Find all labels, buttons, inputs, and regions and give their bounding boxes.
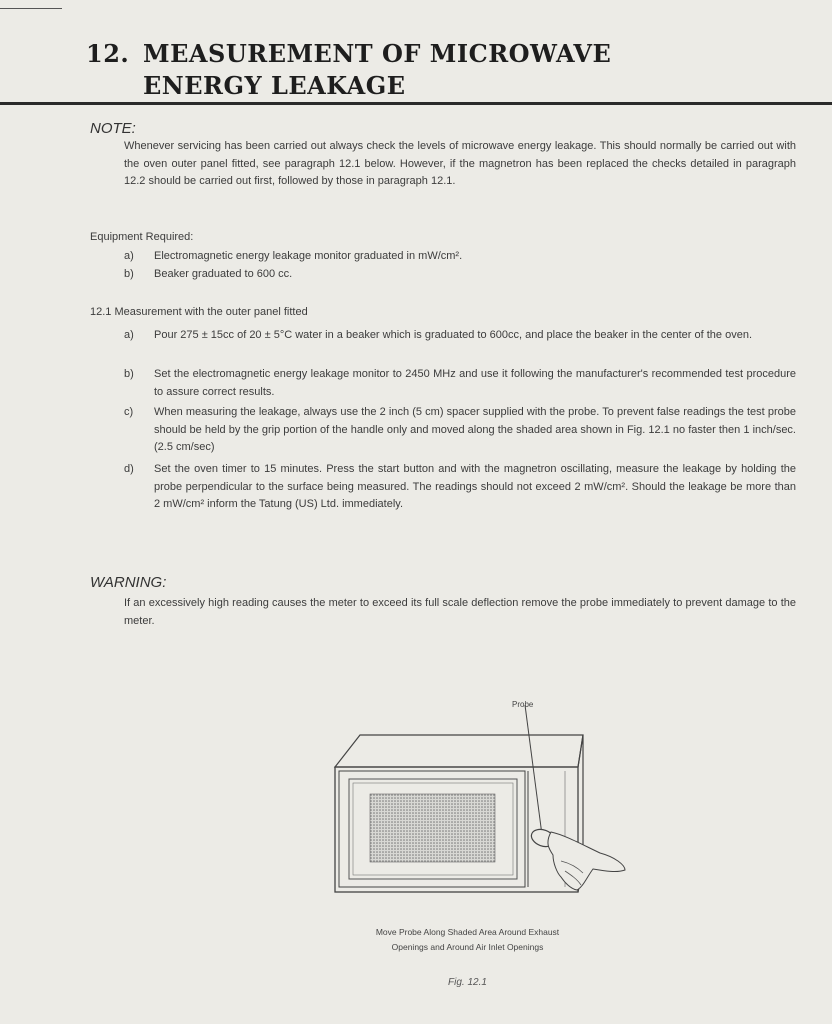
step-text: Set the electromagnetic energy leakage monitor to 2450 MHz and use it following the manufacturer's recommended test procedure to assure correct results. <box>154 368 796 398</box>
step-key: b) <box>124 368 134 380</box>
warning-label: WARNING: <box>90 574 167 591</box>
note-text: Whenever servicing has been carried out always check the levels of microwave energy leakage. This should normally be carried out with the oven outer panel fitted, see paragraph 12.1 below. However, if the magnetron has been replaced the checks detailed in paragraph 12.2 should be carried out first, followed by those in paragraph 12.1. <box>124 140 796 187</box>
equipment-label: Equipment Required: <box>90 231 194 243</box>
section-title <box>86 38 611 102</box>
step-key: d) <box>124 463 134 475</box>
figure-label: Fig. 12.1 <box>448 977 487 988</box>
probe-label: Probe <box>512 700 534 709</box>
top-edge-mark <box>0 8 62 9</box>
title-line-1: MEASUREMENT OF MICROWAVE <box>143 39 612 68</box>
step-key: c) <box>124 406 134 418</box>
title-line-2: ENERGY LEAKAGE <box>143 71 406 100</box>
section-number: 12. <box>86 39 130 68</box>
warning-text: If an excessively high reading causes the meter to exceed its full scale deflection remove the probe immediately to prevent damage to the meter. <box>124 597 796 627</box>
subsection-heading: 12.1 Measurement with the outer panel fitted <box>90 306 308 318</box>
microwave-illustration <box>325 695 635 905</box>
step-text: Pour 275 ± 15cc of 20 ± 5°C water in a beaker which is graduated to 600cc, and place the beaker in the center of the oven. <box>154 329 753 341</box>
item-text: Beaker graduated to 600 cc. <box>154 268 293 280</box>
item-text: Electromagnetic energy leakage monitor graduated in mW/cm². <box>154 250 463 262</box>
figure-caption <box>300 925 635 955</box>
note-label: NOTE: <box>90 120 136 137</box>
step-text: Set the oven timer to 15 minutes. Press the start button and with the magnetron oscillating, measure the leakage by holding the probe perpendicular to the surface being measured. The readings should not exceed 2 mW/cm². Should the leakage be more than 2 mW/cm² inform the Tatung (US) Ltd. immediately. <box>154 463 796 510</box>
step-key: a) <box>124 329 134 341</box>
item-key: b) <box>124 268 134 280</box>
caption-line-1: Move Probe Along Shaded Area Around Exhaust <box>375 927 560 937</box>
title-rule <box>0 102 832 105</box>
step-text: When measuring the leakage, always use the 2 inch (5 cm) spacer supplied with the probe. To prevent false readings the test probe should be held by the grip portion of the handle only and moved along the shaded area shown in Fig. 12.1 no faster then 1 inch/sec. (2.5 cm/sec) <box>154 406 796 453</box>
item-key: a) <box>124 250 134 262</box>
caption-line-2: Openings and Around Air Inlet Openings <box>391 942 544 952</box>
